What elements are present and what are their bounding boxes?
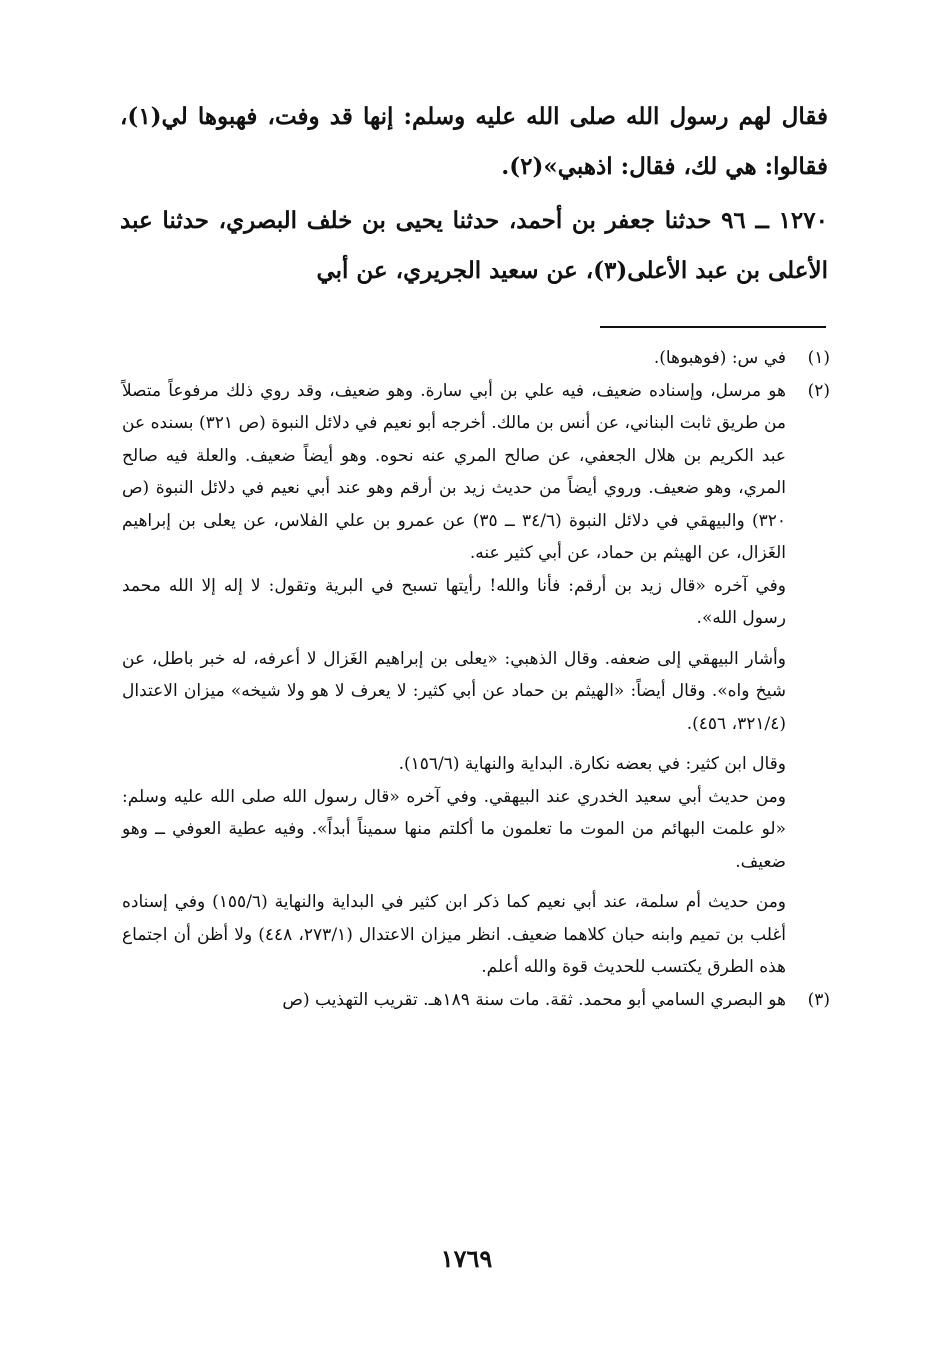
footnote-paragraph: هو مرسل، وإسناده ضعيف، فيه علي بن أبي سارة. وهو ضعيف، وقد روي ذلك مرفوعاً متصلاً من طريق ثابت البناني، عن أنس بن مالك. أخرجه أبو نعيم في دلائل النبوة (ص ٣٢١) بسنده عن عبد الكريم بن هلال الجعفي، عن صالح المري عنه نحوه. وهو أيضاً ضعيف. والعلة فيه صالح المري، وهو ضعيف. وروي أيضاً من حديث زيد بن أرقم وهو عند أبي نعيم في دلائل النبوة (ص ٣٢٠) والبيهقي في دلائل النبوة (٣٤/٦ ــ ٣٥) عن عمرو بن علي الفلاس، عن يعلى بن إبراهيم الغَزال، عن الهيثم بن حماد، عن أبي كثير عنه.: [122, 380, 787, 563]
footnote-body: [122, 984, 786, 1017]
footnote-paragraph: في س: (فوهبوها).: [653, 348, 786, 368]
footnote-paragraph: وقال ابن كثير: في بعضه نكارة. البداية والنهاية (١٥٦/٦).: [398, 754, 786, 774]
main-paragraph: ١٢٧٠ ــ ٩٦ حدثنا جعفر بن أحمد، حدثنا يحيى بن خلف البصري، حدثنا عبد الأعلى بن عبد الأعلى(٣)، عن سعيد الجريري، عن أبي: [120, 207, 828, 284]
footnote-body: [122, 342, 786, 375]
footnote-paragraph: وأشار البيهقي إلى ضعفه. وقال الذهبي: «يعلى بن إبراهيم الغَزال لا أعرفه، له خبر باطل، عن شيخ واه». وقال أيضاً: «الهيثم بن حماد عن أبي كثير: لا يعرف لا هو ولا شيخه» ميزان الاعتدال (٣٢١/٤، ٤٥٦).: [122, 648, 786, 734]
footnotes: [122, 342, 830, 1016]
main-paragraph: فقال لهم رسول الله صلى الله عليه وسلم: إنها قد وفت، فهبوها لي(١)، فقالوا: هي لك، فقال: اذهبي»(٢).: [120, 103, 828, 180]
footnote-paragraph: ومن حديث أبي سعيد الخدري عند البيهقي. وفي آخره «قال رسول الله صلى الله عليه وسلم: «لو علمت البهائم من الموت ما تعلمون ما أكلتم منها سميناً أبداً». وفيه عطية العوفي ــ وهو ضعيف.: [122, 786, 786, 872]
footnote-body: [122, 375, 786, 984]
footnote-paragraph: هو البصري السامي أبو محمد. ثقة. مات سنة ١٨٩هـ. تقريب التهذيب (ص: [282, 989, 786, 1010]
footnote-paragraph: ومن حديث أم سلمة، عند أبي نعيم كما ذكر ابن كثير في البداية والنهاية (١٥٥/٦) وفي إسناده أغلب بن تميم وابنه حبان كلاهما ضعيف. انظر ميزان الاعتدال (٢٧٣/١، ٤٤٨) ولا أظن أن اجتماع هذه الطرق يكتسب للحديث قوة والله أعلم.: [122, 892, 787, 977]
footnote-number: (١): [807, 348, 830, 368]
main-text: [120, 92, 828, 296]
footnote-1: [122, 342, 830, 375]
footnote-number: (٢): [807, 380, 830, 401]
page-number: ١٧٦٩: [440, 1244, 493, 1273]
footnote-2: [122, 375, 830, 984]
footnote-paragraph: وفي آخره «قال زيد بن أرقم: فأنا والله! رأيتها تسبح في البرية وتقول: لا إله إلا الله محمد رسول الله».: [122, 575, 786, 628]
footnote-divider: [600, 326, 826, 328]
footnote-3: [122, 984, 830, 1017]
footnote-number: (٣): [807, 989, 830, 1010]
